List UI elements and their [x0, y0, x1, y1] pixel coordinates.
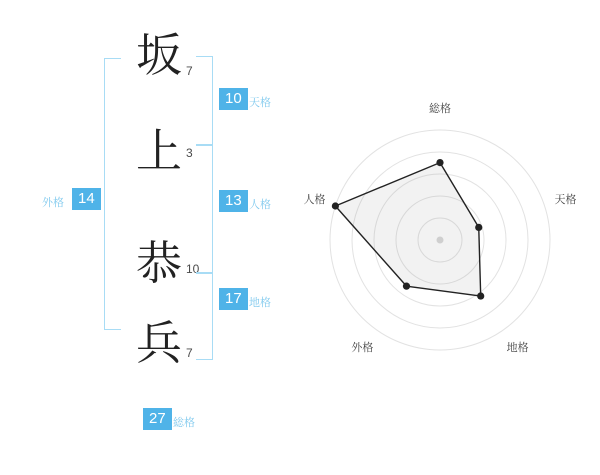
kanji-character-3: 恭 — [136, 236, 182, 290]
value-gaikaku: 14 — [72, 188, 101, 210]
radar-axis-label-3: 外格 — [351, 340, 374, 354]
kanji-character-2: 上 — [136, 124, 182, 178]
stroke-count-4: 7 — [186, 346, 193, 360]
radar-axis-label-2: 地格 — [506, 340, 529, 354]
label-tenkaku: 天格 — [249, 96, 271, 109]
bracket-chikaku — [196, 272, 213, 360]
bracket-jinkaku — [196, 144, 213, 274]
kanji-character-4: 兵 — [136, 316, 182, 370]
stroke-count-3: 10 — [186, 262, 200, 276]
label-gaikaku: 外格 — [42, 196, 64, 209]
radar-chart — [300, 0, 600, 470]
stroke-count-2: 3 — [186, 146, 193, 160]
label-jinkaku: 人格 — [249, 198, 271, 211]
stroke-count-1: 7 — [186, 64, 193, 78]
value-chikaku: 17 — [219, 288, 248, 310]
value-jinkaku: 13 — [219, 190, 248, 212]
bracket-tenkaku — [196, 56, 213, 146]
value-tenkaku: 10 — [219, 88, 248, 110]
name-stroke-panel — [0, 0, 300, 470]
value-soukaku: 27 — [143, 408, 172, 430]
bracket-gaikaku — [104, 58, 121, 330]
kanji-character-1: 坂 — [136, 28, 182, 82]
radar-chart-svg — [300, 0, 600, 470]
radar-axis-label-0: 総格 — [429, 102, 451, 115]
label-soukaku: 総格 — [173, 416, 195, 429]
radar-axis-label-4: 人格 — [303, 193, 326, 207]
label-chikaku: 地格 — [249, 296, 271, 309]
radar-axis-label-1: 天格 — [554, 193, 577, 207]
